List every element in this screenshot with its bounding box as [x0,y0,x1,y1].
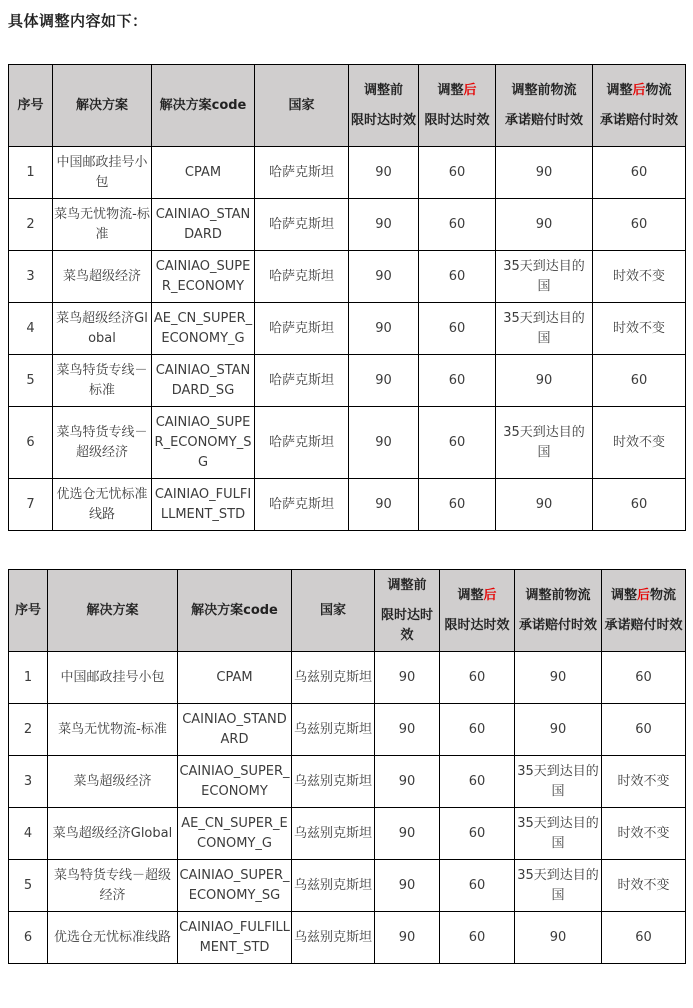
cell-after-promise: 时效不变 [602,860,686,912]
header-country: 国家 [255,65,349,147]
header-before-promise: 调整前物流 承诺赔付时效 [496,65,593,147]
cell-seq: 2 [9,199,53,251]
cell-solution: 菜鸟无忧物流-标准 [53,199,152,251]
cell-solution-code: CAINIAO_STANDARD [178,704,292,756]
cell-seq: 2 [9,704,48,756]
cell-after-promise: 60 [602,704,686,756]
cell-seq: 5 [9,860,48,912]
cell-seq: 6 [9,912,48,964]
cell-country: 乌兹别克斯坦 [292,860,375,912]
table-row [9,303,686,355]
table-row [9,147,686,199]
cell-before-promise: 90 [496,355,593,407]
cell-before-promise: 35天到达目的国 [496,303,593,355]
cell-country: 哈萨克斯坦 [255,479,349,531]
cell-solution: 菜鸟超级经济Global [53,303,152,355]
cell-after-limit: 60 [419,147,496,199]
cell-seq: 1 [9,652,48,704]
table-header-row [9,570,686,652]
cell-solution-code: CAINIAO_STANDARD_SG [152,355,255,407]
header-after-limit: 调整后 限时达时效 [440,570,515,652]
cell-before-promise: 90 [496,479,593,531]
cell-after-promise: 时效不变 [593,407,686,479]
cell-after-promise: 60 [593,355,686,407]
cell-country: 乌兹别克斯坦 [292,912,375,964]
cell-after-limit: 60 [440,652,515,704]
cell-after-limit: 60 [419,355,496,407]
cell-seq: 5 [9,355,53,407]
cell-country: 乌兹别克斯坦 [292,756,375,808]
cell-before-limit: 90 [375,756,440,808]
header-before-limit: 调整前 限时达时效 [375,570,440,652]
header-seq: 序号 [9,570,48,652]
page-heading: 具体调整内容如下： [8,12,148,30]
cell-after-promise: 60 [593,479,686,531]
cell-after-limit: 60 [440,860,515,912]
cell-seq: 3 [9,756,48,808]
cell-solution: 菜鸟特货专线－超级经济 [48,860,178,912]
table-row [9,808,686,860]
cell-after-promise: 时效不变 [602,808,686,860]
table-row [9,704,686,756]
cell-before-promise: 35天到达目的国 [515,860,602,912]
header-after-promise: 调整后物流 承诺赔付时效 [602,570,686,652]
cell-solution-code: CAINIAO_SUPER_ECONOMY [178,756,292,808]
cell-after-limit: 60 [440,912,515,964]
cell-before-promise: 35天到达目的国 [496,407,593,479]
cell-before-limit: 90 [349,407,419,479]
cell-solution-code: CAINIAO_SUPER_ECONOMY [152,251,255,303]
header-solution: 解决方案 [53,65,152,147]
cell-after-promise: 时效不变 [593,303,686,355]
cell-before-limit: 90 [349,147,419,199]
cell-solution: 菜鸟无忧物流-标准 [48,704,178,756]
cell-country: 哈萨克斯坦 [255,407,349,479]
kazakhstan-adjustment-table [8,64,686,531]
cell-solution: 菜鸟特货专线－标准 [53,355,152,407]
cell-before-limit: 90 [349,199,419,251]
cell-seq: 4 [9,303,53,355]
cell-solution-code: AE_CN_SUPER_ECONOMY_G [152,303,255,355]
cell-solution: 菜鸟超级经济Global [48,808,178,860]
cell-solution: 中国邮政挂号小包 [48,652,178,704]
cell-before-promise: 35天到达目的国 [515,756,602,808]
table-row [9,652,686,704]
cell-before-promise: 90 [496,147,593,199]
cell-before-promise: 90 [515,704,602,756]
cell-before-limit: 90 [349,479,419,531]
table-row [9,860,686,912]
header-after-limit: 调整后 限时达时效 [419,65,496,147]
cell-after-promise: 60 [593,147,686,199]
cell-solution-code: CAINIAO_SUPER_ECONOMY_SG [178,860,292,912]
cell-solution: 优选仓无忧标准线路 [48,912,178,964]
cell-solution: 中国邮政挂号小包 [53,147,152,199]
cell-country: 哈萨克斯坦 [255,199,349,251]
cell-solution-code: CAINIAO_STANDARD [152,199,255,251]
table-row [9,912,686,964]
cell-after-limit: 60 [419,407,496,479]
cell-after-limit: 60 [419,199,496,251]
cell-after-limit: 60 [419,251,496,303]
header-seq: 序号 [9,65,53,147]
table-row [9,756,686,808]
cell-solution-code: CPAM [178,652,292,704]
cell-after-promise: 60 [593,199,686,251]
cell-country: 哈萨克斯坦 [255,355,349,407]
cell-solution-code: CAINIAO_SUPER_ECONOMY_SG [152,407,255,479]
table-row [9,479,686,531]
cell-seq: 1 [9,147,53,199]
header-solution: 解决方案 [48,570,178,652]
cell-solution-code: CAINIAO_FULFILLMENT_STD [178,912,292,964]
cell-solution-code: AE_CN_SUPER_ECONOMY_G [178,808,292,860]
cell-country: 乌兹别克斯坦 [292,704,375,756]
cell-seq: 4 [9,808,48,860]
table-row [9,407,686,479]
header-after-promise: 调整后物流 承诺赔付时效 [593,65,686,147]
cell-before-promise: 90 [515,652,602,704]
cell-after-promise: 时效不变 [602,756,686,808]
cell-before-promise: 35天到达目的国 [515,808,602,860]
cell-before-promise: 90 [515,912,602,964]
cell-after-limit: 60 [440,704,515,756]
cell-before-limit: 90 [375,652,440,704]
cell-after-limit: 60 [419,479,496,531]
cell-before-promise: 35天到达目的国 [496,251,593,303]
cell-before-limit: 90 [349,303,419,355]
header-before-promise: 调整前物流 承诺赔付时效 [515,570,602,652]
table-header-row [9,65,686,147]
cell-solution: 菜鸟超级经济 [53,251,152,303]
cell-after-limit: 60 [419,303,496,355]
cell-solution: 菜鸟超级经济 [48,756,178,808]
cell-before-limit: 90 [375,808,440,860]
cell-country: 哈萨克斯坦 [255,251,349,303]
cell-after-promise: 60 [602,912,686,964]
header-solution-code: 解决方案code [152,65,255,147]
header-solution-code: 解决方案code [178,570,292,652]
cell-seq: 7 [9,479,53,531]
cell-before-limit: 90 [349,355,419,407]
cell-seq: 6 [9,407,53,479]
header-country: 国家 [292,570,375,652]
table-row [9,251,686,303]
header-before-limit: 调整前 限时达时效 [349,65,419,147]
cell-before-limit: 90 [375,704,440,756]
cell-before-promise: 90 [496,199,593,251]
cell-after-promise: 60 [602,652,686,704]
cell-solution: 菜鸟特货专线－超级经济 [53,407,152,479]
cell-after-limit: 60 [440,756,515,808]
cell-solution-code: CAINIAO_FULFILLMENT_STD [152,479,255,531]
cell-before-limit: 90 [375,912,440,964]
cell-country: 乌兹别克斯坦 [292,652,375,704]
cell-solution-code: CPAM [152,147,255,199]
cell-before-limit: 90 [375,860,440,912]
cell-country: 哈萨克斯坦 [255,303,349,355]
uzbekistan-adjustment-table [8,569,686,964]
table-row [9,355,686,407]
table-row [9,199,686,251]
cell-country: 乌兹别克斯坦 [292,808,375,860]
cell-after-limit: 60 [440,808,515,860]
cell-after-promise: 时效不变 [593,251,686,303]
cell-solution: 优选仓无忧标准线路 [53,479,152,531]
cell-before-limit: 90 [349,251,419,303]
cell-seq: 3 [9,251,53,303]
cell-country: 哈萨克斯坦 [255,147,349,199]
